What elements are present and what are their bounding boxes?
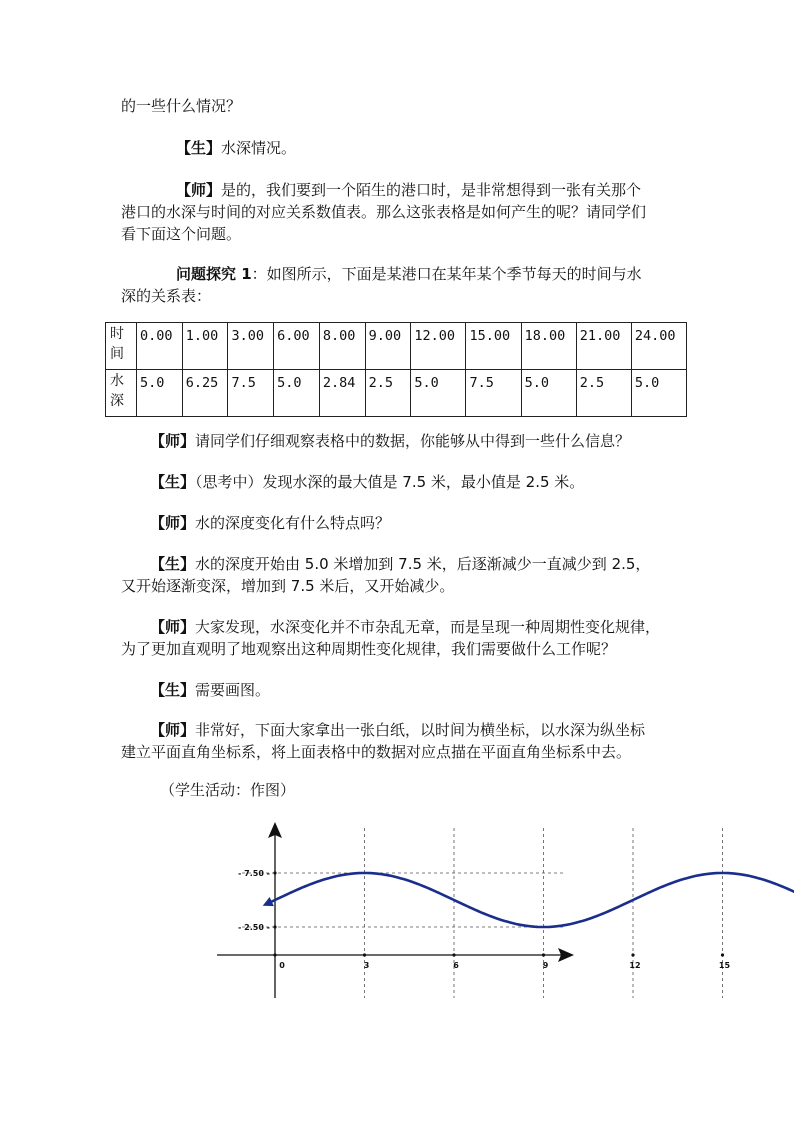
para-10-text: 非常好，下面大家拿出一张白纸，以时间为横坐标，以水深为纵坐标	[195, 721, 646, 739]
depth-cell: 7.5	[228, 370, 274, 417]
depth-cell: 5.0	[631, 370, 686, 417]
speaker-tag: 【生】	[176, 139, 222, 157]
depth-cell: 5.0	[274, 370, 320, 417]
para-8-line-1	[150, 616, 660, 638]
y-tick-label: - 7.50 -	[238, 869, 270, 878]
para-4	[150, 430, 630, 452]
para-0	[121, 95, 241, 117]
depth-graph	[212, 820, 731, 1002]
depth-cell: 5.0	[137, 370, 183, 417]
x-tick-label: 3	[363, 961, 370, 970]
para-1-text: 水深情况。	[221, 139, 297, 157]
time-cell: 9.00	[365, 323, 411, 370]
x-tick-label: 12	[629, 961, 641, 970]
depth-cell: 5.0	[521, 370, 576, 417]
para-9-text: 需要画图。	[195, 681, 271, 699]
x-tick-mark	[452, 953, 455, 956]
depth-cell: 6.25	[182, 370, 228, 417]
x-tick-label: 15	[718, 961, 731, 970]
depth-curve	[269, 873, 794, 927]
series-layer	[263, 873, 794, 927]
speaker-tag: 【生】	[150, 681, 196, 699]
time-cell: 0.00	[137, 323, 183, 370]
depth-cell: 2.5	[365, 370, 411, 417]
problem-label: 问题探究 1	[176, 265, 252, 283]
para-4-text: 请同学们仔细观察表格中的数据，你能够从中得到一些什么信息？	[195, 432, 631, 450]
speaker-tag: 【生】	[150, 555, 196, 573]
para-0-text: 的一些什么情况？	[121, 97, 242, 115]
para-2-line-2: 港口的水深与时间的对应关系数值表。那么这张表格是如何产生的呢？请同学们	[121, 203, 647, 221]
para-2-line-3: 看下面这个问题。	[121, 225, 242, 243]
para-8-line-2: 为了更加直观明了地观察出这种周期性变化规律，我们需要做什么工作呢？	[121, 640, 617, 658]
time-cell: 12.00	[411, 323, 466, 370]
time-row	[106, 323, 687, 370]
para-5-text: （思考中）发现水深的最大值是 7.5 米，最小值是 2.5 米。	[195, 473, 585, 491]
x-tick-mark	[721, 953, 724, 956]
time-cell: 6.00	[274, 323, 320, 370]
time-cell: 8.00	[319, 323, 365, 370]
para-2-text: 是的，我们要到一个陌生的港口时，是非常想得到一张有关那个	[221, 181, 642, 199]
para-5	[150, 471, 584, 493]
para-3-line-1	[176, 263, 642, 285]
speaker-tag: 【师】	[176, 181, 222, 199]
para-11: （学生活动：作图）	[160, 781, 296, 799]
y-tick-mark	[273, 925, 276, 928]
depth-row-header: 水深	[106, 370, 137, 417]
axes	[217, 822, 574, 998]
depth-row	[106, 370, 687, 417]
x-tick-label: 0	[279, 961, 285, 970]
depth-cell: 7.5	[466, 370, 521, 417]
depth-table	[105, 322, 687, 417]
para-10-line-1	[150, 719, 645, 741]
time-cell: 21.00	[576, 323, 631, 370]
y-tick-label: - 2.50 -	[238, 923, 270, 932]
time-row-header: 时间	[106, 323, 137, 370]
speaker-tag: 【生】	[150, 473, 196, 491]
x-tick-mark	[363, 953, 366, 956]
depth-cell: 2.84	[319, 370, 365, 417]
x-tick-mark	[542, 953, 545, 956]
time-cell: 3.00	[228, 323, 274, 370]
time-cell: 15.00	[466, 323, 521, 370]
para-1	[176, 137, 296, 159]
time-cell: 18.00	[521, 323, 576, 370]
para-3-text: ：如图所示，下面是某港口在某年某个季节每天的时间与水	[251, 265, 642, 283]
speaker-tag: 【师】	[150, 618, 196, 636]
para-7-line-2: 又开始逐渐变深，增加到 7.5 米后，又开始减少。	[121, 577, 455, 595]
para-6	[150, 512, 390, 534]
para-6-text: 水的深度变化有什么特点吗？	[195, 514, 391, 532]
para-8-text: 大家发现，水深变化并不市杂乱无章，而是呈现一种周期性变化规律，	[195, 618, 661, 636]
para-2-line-1	[176, 179, 641, 201]
speaker-tag: 【师】	[150, 432, 196, 450]
para-9	[150, 679, 270, 701]
para-7-line-1	[150, 553, 650, 575]
y-tick-mark	[273, 871, 276, 874]
x-tick-label: 9	[542, 961, 549, 970]
x-tick-mark	[631, 953, 634, 956]
speaker-tag: 【师】	[150, 721, 196, 739]
time-cell: 1.00	[182, 323, 228, 370]
speaker-tag: 【师】	[150, 514, 196, 532]
x-tick-label: 6	[453, 961, 459, 970]
depth-cell: 5.0	[411, 370, 466, 417]
para-7-text: 水的深度开始由 5.0 米增加到 7.5 米，后逐渐减少一直减少到 2.5，	[195, 555, 651, 573]
para-3-line-2: 深的关系表：	[121, 287, 212, 305]
grid-lines	[242, 828, 794, 998]
x-tick-mark	[273, 953, 276, 956]
time-cell: 24.00	[631, 323, 686, 370]
depth-cell: 2.5	[576, 370, 631, 417]
para-10-line-2: 建立平面直角坐标系，将上面表格中的数据对应点描在平面直角坐标系中去。	[121, 743, 632, 761]
